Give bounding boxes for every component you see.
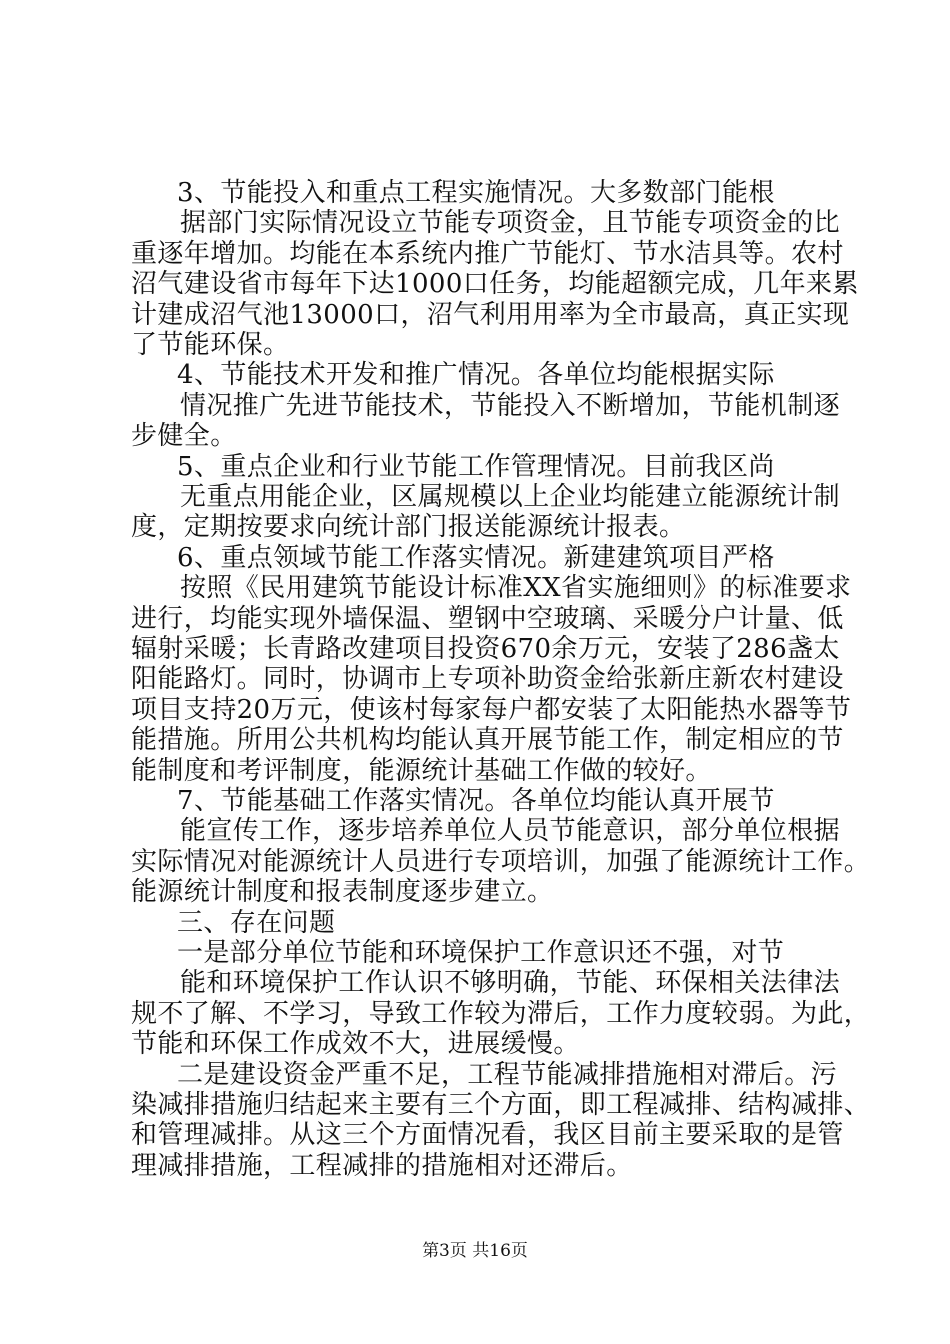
text-line: 7、节能基础工作落实情况。各单位均能认真开展节 — [177, 786, 775, 816]
text-line: 能措施。所用公共机构均能认真开展节能工作，制定相应的节 — [131, 725, 844, 755]
text-line: 一是部分单位节能和环境保护工作意识还不强，对节 — [177, 938, 785, 968]
text-line: 重逐年增加。均能在本系统内推广节能灯、节水洁具等。农村 — [131, 239, 844, 269]
section-heading: 三、存在问题 — [177, 908, 336, 938]
text-line: 理减排措施，工程减排的措施相对还滞后。 — [131, 1151, 633, 1181]
text-line: 染减排措施归结起来主要有三个方面，即工程减排、结构减排、 — [131, 1090, 871, 1120]
text-line: 能制度和考评制度，能源统计基础工作做的较好。 — [131, 756, 712, 786]
text-line: 步健全。 — [131, 421, 237, 451]
text-line: 计建成沼气池13000口，沼气利用用率为全市最高，真正实现 — [131, 300, 850, 330]
text-line: 辐射采暖；长青路改建项目投资670余万元，安装了286盏太 — [131, 634, 840, 664]
text-line: 按照《民用建筑节能设计标准XX省实施细则》的标准要求 — [180, 573, 852, 603]
text-line: 进行，均能实现外墙保温、塑钢中空玻璃、采暖分户计量、低 — [131, 604, 844, 634]
text-line: 情况推广先进节能技术，节能投入不断增加，节能机制逐 — [180, 391, 841, 421]
text-line: 和管理减排。从这三个方面情况看，我区目前主要采取的是管 — [131, 1120, 844, 1150]
text-line: 节能和环保工作成效不大，进展缓慢。 — [131, 1029, 580, 1059]
text-line: 项目支持20万元，使该村每家每户都安装了太阳能热水器等节 — [131, 695, 852, 725]
page-footer: 第3页 共16页 — [422, 1241, 528, 1261]
text-line: 3、节能投入和重点工程实施情况。大多数部门能根 — [177, 178, 775, 208]
text-line: 二是建设资金严重不足，工程节能减排措施相对滞后。污 — [177, 1060, 838, 1090]
text-line: 能源统计制度和报表制度逐步建立。 — [131, 877, 554, 907]
text-line: 度，定期按要求向统计部门报送能源统计报表。 — [131, 512, 686, 542]
text-line: 了节能环保。 — [131, 330, 290, 360]
text-line: 6、重点领域节能工作落实情况。新建建筑项目严格 — [177, 543, 775, 573]
text-line: 5、重点企业和行业节能工作管理情况。目前我区尚 — [177, 452, 775, 482]
text-line: 阳能路灯。同时，协调市上专项补助资金给张新庄新农村建设 — [131, 664, 844, 694]
text-line: 沼气建设省市每年下达1000口任务，均能超额完成，几年来累 — [131, 269, 859, 299]
text-line: 能宣传工作，逐步培养单位人员节能意识，部分单位根据 — [180, 816, 841, 846]
text-line: 4、节能技术开发和推广情况。各单位均能根据实际 — [177, 360, 775, 390]
text-line: 能和环境保护工作认识不够明确，节能、环保相关法律法 — [180, 968, 841, 998]
text-line: 规不了解、不学习，导致工作较为滞后，工作力度较弱。为此， — [131, 999, 871, 1029]
text-line: 据部门实际情况设立节能专项资金，且节能专项资金的比 — [180, 208, 841, 238]
text-line: 无重点用能企业，区属规模以上企业均能建立能源统计制 — [180, 482, 841, 512]
text-line: 实际情况对能源统计人员进行专项培训，加强了能源统计工作。 — [131, 847, 871, 877]
